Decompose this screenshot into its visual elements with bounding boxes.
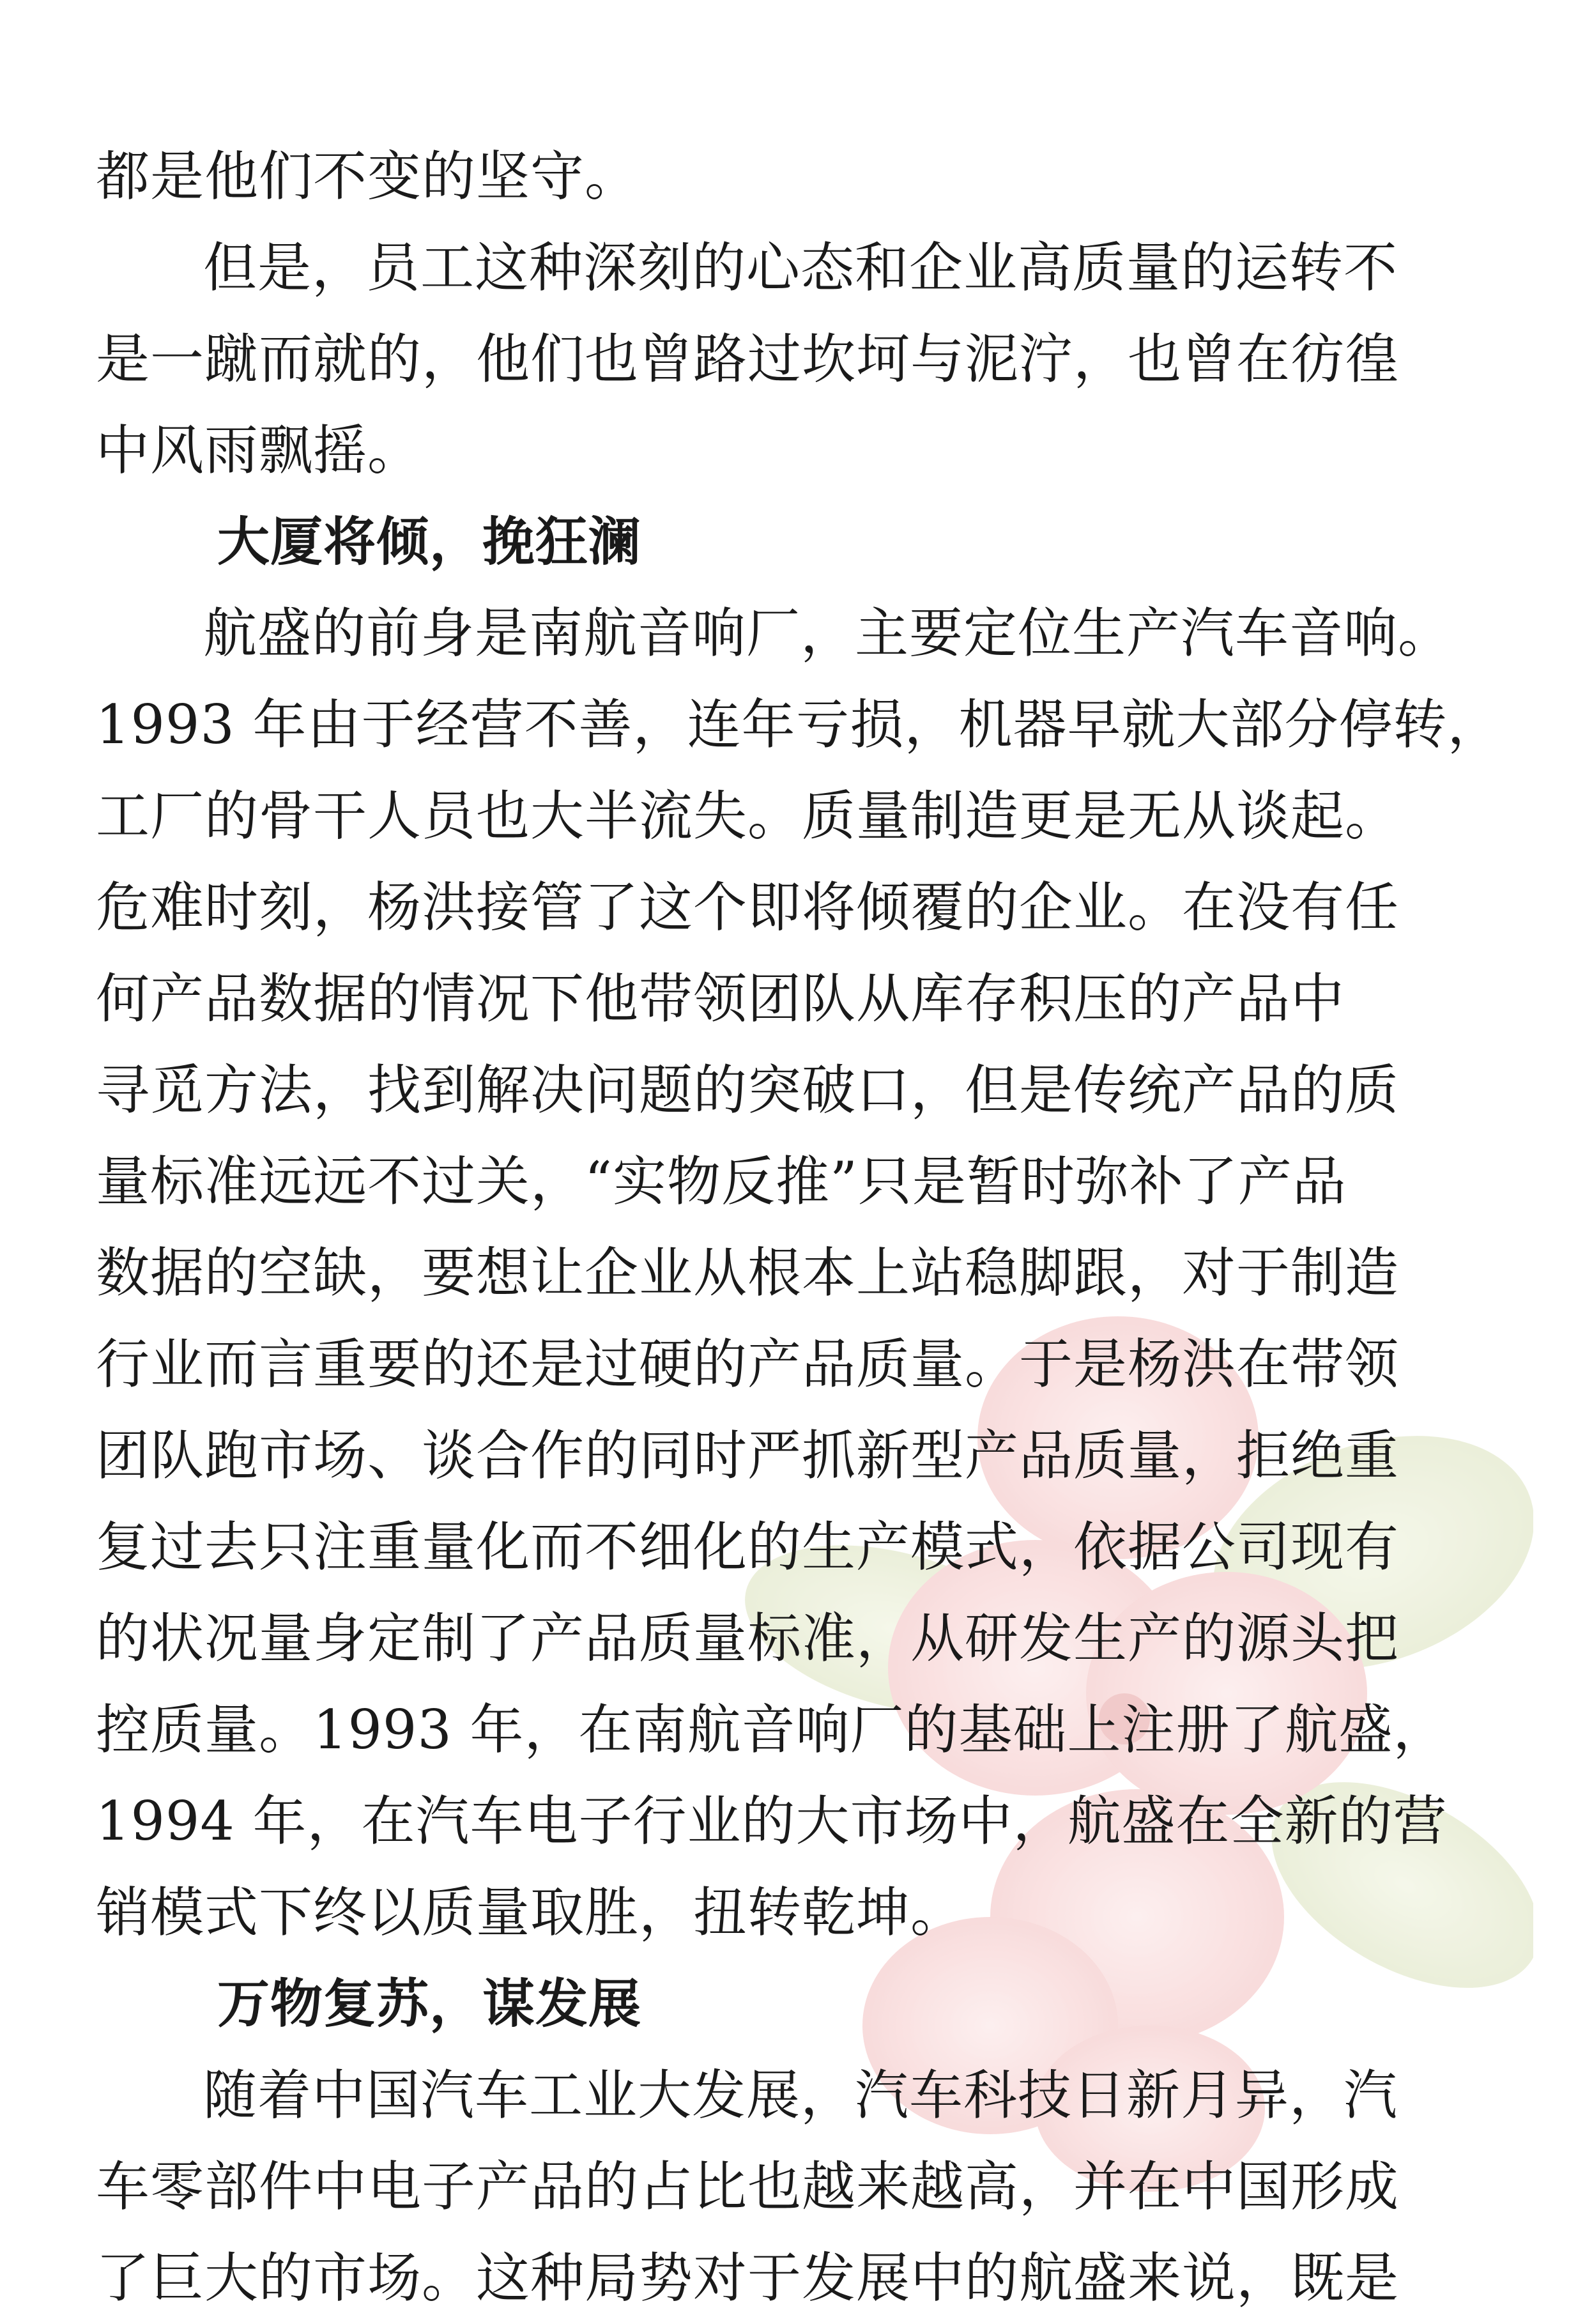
text-line: 数据的空缺，要想让企业从根本上站稳脚跟，对于制造 — [96, 1242, 1400, 1304]
text-line: 车零部件中电子产品的占比也越来越高，并在中国形成 — [96, 2155, 1400, 2218]
text-line: 了巨大的市场。这种局势对于发展中的航盛来说，既是 — [96, 2247, 1400, 2309]
text-line: 1993 年由于经营不善，连年亏损，机器早就大部分停转， — [96, 693, 1502, 756]
text-line: 但是，员工这种深刻的心态和企业高质量的运转不 — [203, 236, 1398, 299]
document-body — [96, 131, 1501, 2324]
text-line: 行业而言重要的还是过硬的产品质量。于是杨洪在带领 — [96, 1333, 1400, 1396]
text-line: 危难时刻，杨洪接管了这个即将倾覆的企业。在没有任 — [96, 876, 1400, 939]
text-line: 随着中国汽车工业大发展，汽车科技日新月异，汽 — [203, 2064, 1398, 2127]
text-line: 航盛的前身是南航音响厂，主要定位生产汽车音响。 — [203, 602, 1453, 665]
text-line: 团队跑市场、谈合作的同时严抓新型产品质量，拒绝重 — [96, 1424, 1400, 1487]
section-heading: 大厦将倾，挽狂澜 — [217, 512, 642, 573]
text-line: 销模式下终以质量取胜，扭转乾坤。 — [96, 1881, 965, 1944]
text-line: 复过去只注重量化而不细化的生产模式，依据公司现有 — [96, 1516, 1400, 1578]
text-line: 1994 年，在汽车电子行业的大市场中，航盛在全新的营 — [96, 1790, 1448, 1852]
text-line: 工厂的骨干人员也大半流失。质量制造更是无从谈起。 — [96, 785, 1400, 847]
section-heading: 万物复苏，谋发展 — [217, 1974, 642, 2035]
text-line: 控质量。1993 年，在南航音响厂的基础上注册了航盛， — [96, 1698, 1448, 1761]
text-line: 量标准远远不过关，“实物反推”只是暂时弥补了产品 — [96, 1150, 1347, 1213]
text-line: 的状况量身定制了产品质量标准，从研发生产的源头把 — [96, 1607, 1400, 1670]
text-line: 是一蹴而就的，他们也曾路过坎坷与泥泞，也曾在彷徨 — [96, 328, 1400, 390]
text-line: 寻觅方法，找到解决问题的突破口，但是传统产品的质 — [96, 1059, 1400, 1121]
text-line: 何产品数据的情况下他带领团队从库存积压的产品中 — [96, 967, 1345, 1030]
text-line: 都是他们不变的坚守。 — [96, 145, 639, 208]
text-line: 中风雨飘摇。 — [96, 419, 422, 482]
